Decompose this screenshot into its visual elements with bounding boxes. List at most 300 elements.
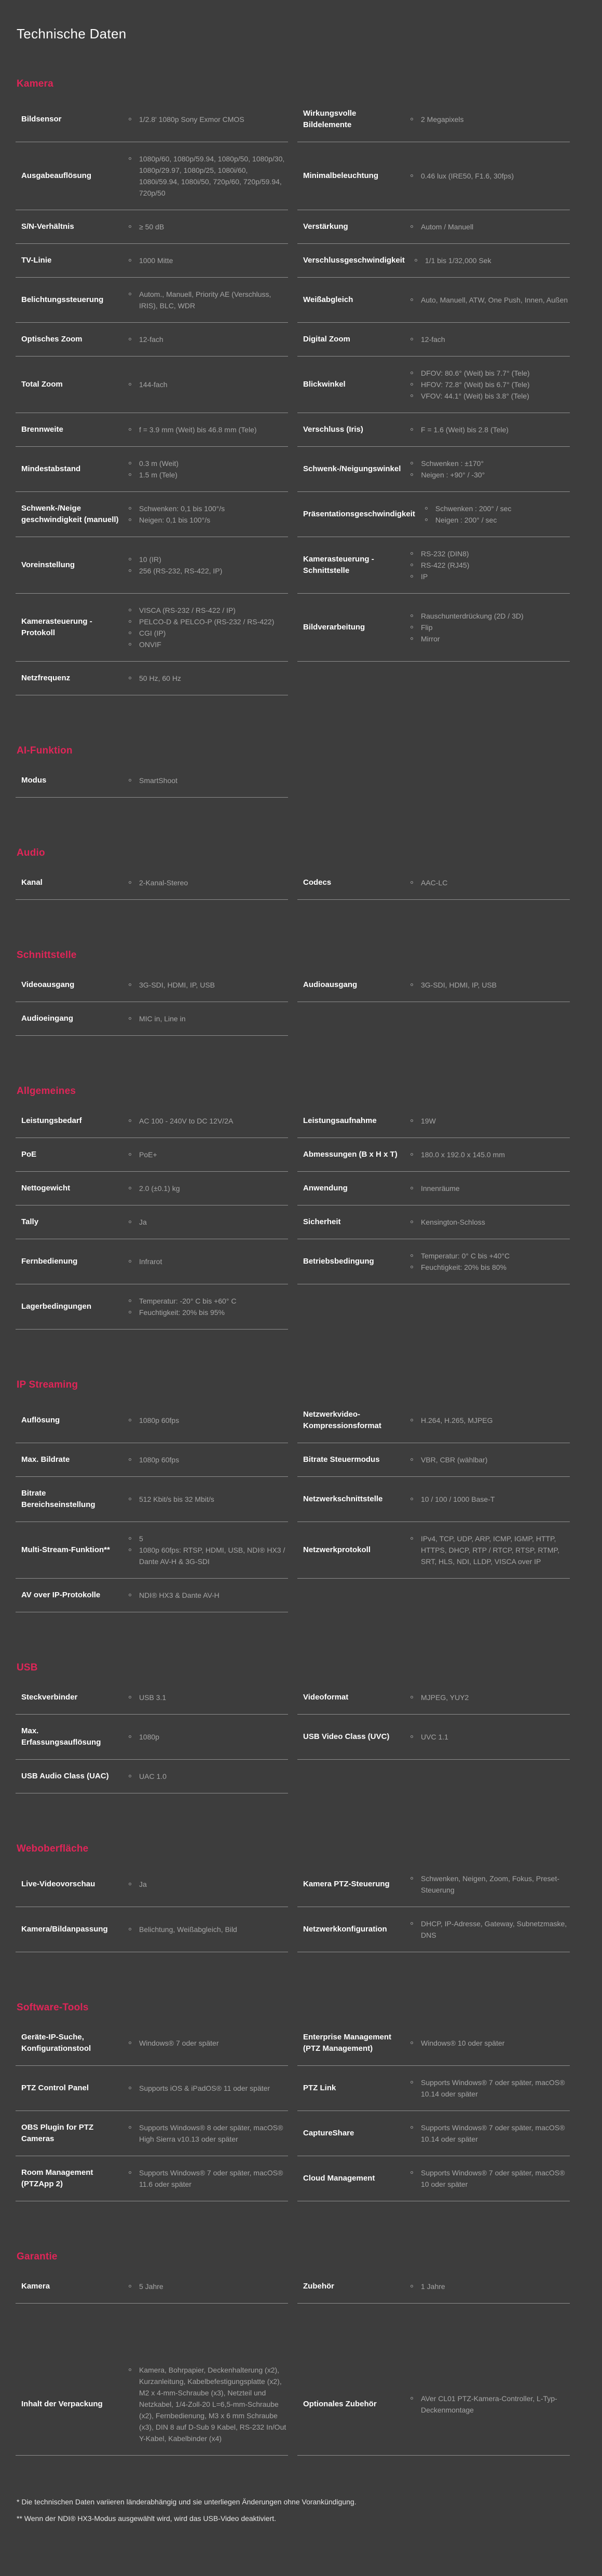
sections-container (16, 78, 570, 2456)
spec-label: Multi-Stream-Funktion** (21, 1545, 110, 1554)
spec-value-list (409, 1493, 570, 1505)
spec-label: Schwenk-/Neigungswinkel (303, 464, 401, 473)
spec-cell-left (16, 1104, 288, 1138)
spec-value: Temperatur: -20° C bis +60° C (127, 1295, 288, 1307)
spec-row (16, 2156, 570, 2201)
spec-label: Belichtungssteuerung (21, 295, 104, 304)
spec-cell-left (16, 1205, 288, 1239)
spec-value-list (409, 1183, 570, 1194)
spec-cell-left (16, 2270, 288, 2304)
spec-cell-right (297, 2066, 570, 2111)
spec-label: Kamerasteuerung - Schnittstelle (303, 555, 374, 575)
spec-cell-right (297, 764, 570, 798)
spec-value-list (127, 1771, 288, 1782)
spec-row (16, 2270, 570, 2304)
spec-label: CaptureShare (303, 2129, 354, 2137)
spec-cell-right (297, 1205, 570, 1239)
section-title: Weboberfläche (17, 1843, 89, 1854)
spec-row (16, 1477, 570, 1522)
spec-value: Supports iOS & iPadOS® 11 oder später (127, 2082, 288, 2094)
spec-cell-left (16, 447, 288, 492)
spec-value-list (127, 2364, 288, 2444)
spec-row (16, 1239, 570, 1284)
spec-value: 5 Jahre (127, 2281, 288, 2292)
spec-cell-right (297, 357, 570, 413)
spec-value-list (409, 424, 570, 435)
spec-label: Modus (21, 776, 47, 785)
spec-value: UVC 1.1 (409, 1731, 570, 1743)
spec-label: Kamerasteuerung - Protokoll (21, 617, 92, 637)
spec-cell-left (16, 1172, 288, 1205)
spec-value: 1080p (127, 1731, 288, 1743)
spec-cell-right (297, 244, 570, 278)
spec-cell-right (297, 278, 570, 323)
spec-value: Schwenken: 0,1 bis 100°/s (127, 503, 288, 514)
spec-cell-right (297, 968, 570, 1002)
spec-cell-left (16, 594, 288, 662)
spec-value-list (127, 424, 288, 435)
spec-value: Schwenken, Neigen, Zoom, Fokus, Preset-Steuerung (409, 1873, 570, 1896)
spec-value: 2-Kanal-Stereo (127, 877, 288, 888)
spec-cell-right (297, 1443, 570, 1477)
spec-cell-left (16, 1138, 288, 1172)
spec-value: NDI® HX3 & Dante AV-H (127, 1590, 288, 1601)
spec-value: Rauschunterdrückung (2D / 3D) (409, 610, 570, 622)
spec-row (16, 1907, 570, 1952)
spec-cell-right (297, 1239, 570, 1284)
spec-value-list (127, 2082, 288, 2094)
section-title: IP Streaming (17, 1379, 78, 1390)
spec-cell-left (16, 968, 288, 1002)
spec-value: Schwenken : ±170° (409, 458, 570, 469)
section-kamera (16, 78, 570, 695)
spec-value-list (127, 255, 288, 266)
spec-value: 512 Kbit/s bis 32 Mbit/s (127, 1493, 288, 1505)
spec-cell-right (297, 1681, 570, 1715)
spec-cell-right (297, 210, 570, 244)
spec-cell-left (16, 97, 288, 142)
spec-cell-left (16, 2021, 288, 2066)
spec-value: Kamera, Bohrpapier, Deckenhalterung (x2), Kurzanleitung, Kabelbefestigungsplatte (x2), M2 x 4-mm-Schraube (x3), Netzteil und Netzkabel, 1/4-Zoll-20 L=6,5-mm-Schraube (x2), Fernbedienung, M3 x 6 mm Schraube (x3), DIN 8 auf D-Sub 9 Kabel, RS-232 In/Out Y-Kabel, Kabelbinder (x4) (127, 2364, 288, 2444)
spec-label: Schwenk-/Neige geschwindigkeit (manuell) (21, 504, 119, 524)
spec-label: Netzwerkvideo-Kompressionsformat (303, 1410, 381, 1430)
section-ai-funktion (16, 745, 570, 798)
spec-value: f = 3.9 mm (Weit) bis 46.8 mm (Tele) (127, 424, 288, 435)
spec-row (16, 357, 570, 413)
spec-cell-left (16, 1907, 288, 1952)
spec-cell-right (297, 2111, 570, 2156)
spec-value: Supports Windows® 7 oder später, macOS® 11.6 oder später (127, 2167, 288, 2190)
spec-cell-left (16, 1522, 288, 1579)
spec-value-list (127, 1590, 288, 1601)
spec-row (16, 594, 570, 662)
spec-row (16, 278, 570, 323)
spec-value-list (409, 979, 570, 991)
spec-value: 12-fach (127, 334, 288, 345)
spec-value: IP (409, 571, 570, 582)
spec-row (16, 2066, 570, 2111)
spec-value-list (409, 1149, 570, 1160)
spec-cell-right (297, 447, 570, 492)
spec-row (16, 1138, 570, 1172)
spec-value: SmartShoot (127, 775, 288, 786)
spec-label: Audioeingang (21, 1014, 73, 1023)
spec-value-list (127, 979, 288, 991)
footnote: ** Wenn der NDI® HX3-Modus ausgewählt wird, wird das USB-Video deaktiviert. (17, 2514, 277, 2523)
spec-value-list (409, 1533, 570, 1567)
spec-value-list (409, 2037, 570, 2049)
spec-row (16, 323, 570, 357)
spec-label: Voreinstellung (21, 560, 75, 569)
section-title: Allgemeines (17, 1086, 76, 1097)
spec-value: 0.3 m (Weit) (127, 458, 288, 469)
spec-row (16, 662, 570, 695)
spec-value-list (409, 170, 570, 182)
spec-value-list (127, 2167, 288, 2190)
spec-row (16, 968, 570, 1002)
spec-label: Audioausgang (303, 980, 358, 989)
spec-cell-left (16, 323, 288, 357)
spec-value: VISCA (RS-232 / RS-422 / IP) (127, 605, 288, 616)
spec-value-list (409, 2122, 570, 2145)
spec-label: Kamera (21, 2282, 50, 2291)
spec-cell-right (297, 1522, 570, 1579)
spec-value: Infrarot (127, 1256, 288, 1267)
spec-value: 1 Jahre (409, 2281, 570, 2292)
spec-label: Enterprise Management (PTZ Management) (303, 2033, 392, 2053)
spec-value: 1080p 60fps: RTSP, HDMI, USB, NDI® HX3 / Dante AV-H & 3G-SDI (127, 1544, 288, 1567)
section-title: Garantie (17, 2251, 58, 2262)
section-title: Schnittstelle (17, 950, 77, 961)
spec-value: ≥ 50 dB (127, 221, 288, 232)
spec-value-list (409, 1692, 570, 1703)
spec-label: Geräte-IP-Suche, Konfigurationstool (21, 2033, 91, 2053)
spec-label: Fernbedienung (21, 1257, 78, 1266)
spec-row (16, 1862, 570, 1907)
spec-cell-left (16, 764, 288, 798)
spec-cell-right (297, 1138, 570, 1172)
spec-label: Bitrate Steuermodus (303, 1455, 380, 1464)
spec-value: AC 100 - 240V to DC 12V/2A (127, 1115, 288, 1127)
spec-label: Kanal (21, 878, 43, 887)
spec-value: Neigen : 200° / sec (423, 514, 570, 526)
spec-label: PoE (21, 1150, 37, 1159)
spec-value: 12-fach (409, 334, 570, 345)
spec-value-list (409, 2281, 570, 2292)
spec-row (16, 1104, 570, 1138)
spec-cell-left (16, 492, 288, 537)
spec-value: 50 Hz, 60 Hz (127, 673, 288, 684)
spec-value-list (409, 2393, 570, 2416)
spec-value-list (409, 2167, 570, 2190)
spec-value: Supports Windows® 7 oder später, macOS® 10.14 oder später (409, 2122, 570, 2145)
spec-row (16, 1579, 570, 1612)
spec-cell-right (297, 866, 570, 900)
spec-value: 144-fach (127, 379, 288, 390)
spec-value-list (409, 1873, 570, 1896)
spec-label: USB Video Class (UVC) (303, 1732, 390, 1741)
section-packaging (16, 2353, 570, 2456)
spec-label: Sicherheit (303, 1217, 341, 1226)
spec-value: DFOV: 80.6° (Weit) bis 7.7° (Tele) (409, 367, 570, 379)
spec-cell-right (297, 2353, 570, 2456)
spec-value-list (127, 877, 288, 888)
spec-cell-left (16, 1398, 288, 1443)
spec-value: Supports Windows® 7 oder später, macOS® 10 oder später (409, 2167, 570, 2190)
spec-value: 1/1 bis 1/32,000 Sek (413, 255, 570, 266)
spec-value-list (127, 2037, 288, 2049)
spec-row (16, 1760, 570, 1793)
spec-value: 0.46 lux (IRE50, F1.6, 30fps) (409, 170, 570, 182)
spec-row (16, 866, 570, 900)
spec-cell-right (297, 1862, 570, 1907)
spec-label: Präsentationsgeschwindigkeit (303, 510, 415, 518)
spec-value: Temperatur: 0° C bis +40°C (409, 1250, 570, 1262)
spec-cell-left (16, 662, 288, 695)
spec-label: USB Audio Class (UAC) (21, 1772, 109, 1780)
spec-value-list (409, 1731, 570, 1743)
spec-label: S/N-Verhältnis (21, 222, 74, 231)
spec-label: Videoformat (303, 1693, 349, 1702)
spec-row (16, 1398, 570, 1443)
spec-cell-left (16, 1002, 288, 1036)
spec-cell-left (16, 537, 288, 594)
spec-value: Auto, Manuell, ATW, One Push, Innen, Außen (409, 294, 570, 306)
spec-cell-left (16, 2111, 288, 2156)
spec-value: H.264, H.265, MJPEG (409, 1415, 570, 1426)
section-weboberfl-che (16, 1843, 570, 1952)
spec-value: 3G-SDI, HDMI, IP, USB (409, 979, 570, 991)
spec-value-list (127, 2122, 288, 2145)
spec-label: Leistungsbedarf (21, 1116, 82, 1125)
spec-label: Anwendung (303, 1184, 348, 1193)
spec-label: Lagerbedingungen (21, 1302, 91, 1311)
spec-row (16, 97, 570, 142)
spec-value-list (127, 1115, 288, 1127)
spec-value-list (423, 503, 570, 526)
spec-label: Verschlussgeschwindigkeit (303, 256, 405, 265)
footnote: * Die technischen Daten variieren länderabhängig und sie unterliegen Änderungen ohne Vorankündigung. (17, 2498, 357, 2506)
spec-row (16, 492, 570, 537)
spec-label: Zubehör (303, 2282, 334, 2291)
section-ip-streaming (16, 1379, 570, 1612)
section-schnittstelle (16, 950, 570, 1036)
spec-value-list (127, 221, 288, 232)
section-usb (16, 1662, 570, 1793)
spec-label: Wirkungsvolle Bildelemente (303, 109, 357, 129)
spec-value: Autom., Manuell, Priority AE (Verschluss, IRIS), BLC, WDR (127, 289, 288, 311)
spec-cell-left (16, 244, 288, 278)
spec-value-list (127, 775, 288, 786)
spec-label: Weißabgleich (303, 295, 353, 304)
spec-label: Abmessungen (B x H x T) (303, 1150, 398, 1159)
spec-row (16, 413, 570, 447)
spec-value-list (409, 610, 570, 645)
spec-cell-left (16, 1681, 288, 1715)
spec-value-list (127, 1295, 288, 1318)
spec-value-list (127, 1533, 288, 1567)
spec-cell-right (297, 662, 570, 695)
spec-cell-right (297, 1002, 570, 1036)
spec-value: Ja (127, 1216, 288, 1228)
spec-value: USB 3.1 (127, 1692, 288, 1703)
spec-label: Digital Zoom (303, 335, 350, 344)
spec-value: Feuchtigkeit: 20% bis 95% (127, 1307, 288, 1318)
spec-row (16, 1522, 570, 1579)
spec-value: 1080p/60, 1080p/59.94, 1080p/50, 1080p/30, 1080p/29.97, 1080p/25, 1080i/60, 1080i/59.94, 1080i/50, 720p/60, 720p/59.94, 720p/50 (127, 153, 288, 199)
spec-label: Bildverarbeitung (303, 623, 365, 632)
spec-cell-right (297, 2270, 570, 2304)
section-title: AI-Funktion (17, 745, 73, 756)
spec-value: PELCO-D & PELCO-P (RS-232 / RS-422) (127, 616, 288, 627)
spec-value-list (127, 334, 288, 345)
spec-value-list (409, 877, 570, 888)
spec-row (16, 1002, 570, 1036)
spec-value-list (127, 1454, 288, 1465)
spec-value-list (409, 1250, 570, 1273)
spec-value: 1/2.8' 1080p Sony Exmor CMOS (127, 114, 288, 125)
spec-value-list (409, 548, 570, 582)
spec-value: Mirror (409, 633, 570, 645)
spec-value: Supports Windows® 8 oder später, macOS® High Sierra v10.13 oder später (127, 2122, 288, 2145)
page-title: Technische Daten (17, 26, 127, 42)
footnotes (16, 2496, 570, 2524)
spec-value: 1080p 60fps (127, 1454, 288, 1465)
spec-cell-left (16, 1760, 288, 1793)
spec-row (16, 1681, 570, 1715)
spec-cell-right (297, 492, 570, 537)
spec-row (16, 537, 570, 594)
spec-label: Live-Videovorschau (21, 1880, 95, 1888)
spec-value-list (127, 379, 288, 390)
spec-value: RS-232 (DIN8) (409, 548, 570, 559)
spec-row (16, 2021, 570, 2066)
spec-label: Nettogewicht (21, 1184, 71, 1193)
spec-label: Cloud Management (303, 2174, 375, 2183)
spec-value: Ja (127, 1879, 288, 1890)
spec-label: Kamera PTZ-Steuerung (303, 1880, 390, 1888)
spec-value-list (127, 605, 288, 650)
spec-cell-right (297, 1284, 570, 1330)
spec-value: 2.0 (±0.1) kg (127, 1183, 288, 1194)
spec-value: 1000 Mitte (127, 255, 288, 266)
spec-value-list (127, 554, 288, 577)
spec-value-list (409, 367, 570, 402)
spec-value: Feuchtigkeit: 20% bis 80% (409, 1262, 570, 1273)
spec-label: Room Management (PTZApp 2) (21, 2168, 93, 2188)
spec-cell-left (16, 866, 288, 900)
spec-row (16, 1172, 570, 1205)
spec-value: Neigen: 0,1 bis 100°/s (127, 514, 288, 526)
section-audio (16, 847, 570, 900)
spec-label: Steckverbinder (21, 1693, 78, 1702)
spec-label: Bildsensor (21, 115, 62, 124)
spec-value: 19W (409, 1115, 570, 1127)
spec-cell-left (16, 2066, 288, 2111)
spec-value: AAC-LC (409, 877, 570, 888)
spec-value-list (409, 1216, 570, 1228)
spec-cell-left (16, 210, 288, 244)
spec-value: Belichtung, Weißabgleich, Bild (127, 1924, 288, 1935)
spec-cell-right (297, 537, 570, 594)
spec-value-list (409, 2077, 570, 2100)
spec-cell-right (297, 1104, 570, 1138)
spec-value: Schwenken : 200° / sec (423, 503, 570, 514)
spec-value: VFOV: 44.1° (Weit) bis 3.8° (Tele) (409, 390, 570, 402)
spec-value: DHCP, IP-Adresse, Gateway, Subnetzmaske, DNS (409, 1918, 570, 1941)
spec-value-list (127, 1924, 288, 1935)
spec-label: Tally (21, 1217, 39, 1226)
spec-row (16, 447, 570, 492)
spec-value: CGI (IP) (127, 627, 288, 639)
spec-label: Optisches Zoom (21, 335, 83, 344)
spec-cell-right (297, 594, 570, 662)
spec-value: 2 Megapixels (409, 114, 570, 125)
spec-value: Kensington-Schloss (409, 1216, 570, 1228)
spec-value-list (409, 221, 570, 232)
spec-label: Netzwerkkonfiguration (303, 1925, 387, 1934)
spec-cell-left (16, 278, 288, 323)
spec-value: Windows® 7 oder später (127, 2037, 288, 2049)
spec-value: 10 / 100 / 1000 Base-T (409, 1493, 570, 1505)
spec-value: F = 1.6 (Weit) bis 2.8 (Tele) (409, 424, 570, 435)
spec-label: Verschluss (Iris) (303, 425, 363, 434)
spec-value-list (409, 1918, 570, 1941)
spec-cell-left (16, 1862, 288, 1907)
spec-label: PTZ Control Panel (21, 2084, 89, 2092)
spec-value-list (409, 458, 570, 481)
spec-value: Innenräume (409, 1183, 570, 1194)
spec-value-list (127, 1013, 288, 1024)
spec-value-list (127, 1493, 288, 1505)
spec-row (16, 1715, 570, 1760)
spec-value-list (409, 114, 570, 125)
spec-cell-left (16, 142, 288, 210)
spec-value-list (127, 1692, 288, 1703)
spec-cell-left (16, 2353, 288, 2456)
spec-value-list (127, 673, 288, 684)
spec-cell-left (16, 1579, 288, 1612)
spec-value-list (413, 255, 570, 266)
spec-value: 10 (IR) (127, 554, 288, 565)
spec-value-list (127, 1731, 288, 1743)
spec-value-list (409, 1454, 570, 1465)
spec-value-list (409, 294, 570, 306)
section-title: Audio (17, 847, 45, 858)
spec-value: 3G-SDI, HDMI, IP, USB (127, 979, 288, 991)
spec-cell-right (297, 1760, 570, 1793)
spec-cell-left (16, 1284, 288, 1330)
spec-label: Auflösung (21, 1416, 60, 1424)
spec-label: Leistungsaufnahme (303, 1116, 377, 1125)
spec-value: 1.5 m (Tele) (127, 469, 288, 481)
spec-cell-left (16, 1443, 288, 1477)
spec-cell-left (16, 1239, 288, 1284)
spec-row (16, 764, 570, 798)
spec-value: RS-422 (RJ45) (409, 559, 570, 571)
spec-value-list (127, 1183, 288, 1194)
spec-row (16, 244, 570, 278)
spec-cell-left (16, 1715, 288, 1760)
spec-row (16, 210, 570, 244)
spec-cell-right (297, 97, 570, 142)
spec-label: Blickwinkel (303, 380, 346, 389)
spec-value-list (127, 1149, 288, 1160)
spec-label: Optionales Zubehör (303, 2400, 377, 2408)
spec-value-list (127, 503, 288, 526)
spec-cell-right (297, 142, 570, 210)
spec-value: UAC 1.0 (127, 1771, 288, 1782)
